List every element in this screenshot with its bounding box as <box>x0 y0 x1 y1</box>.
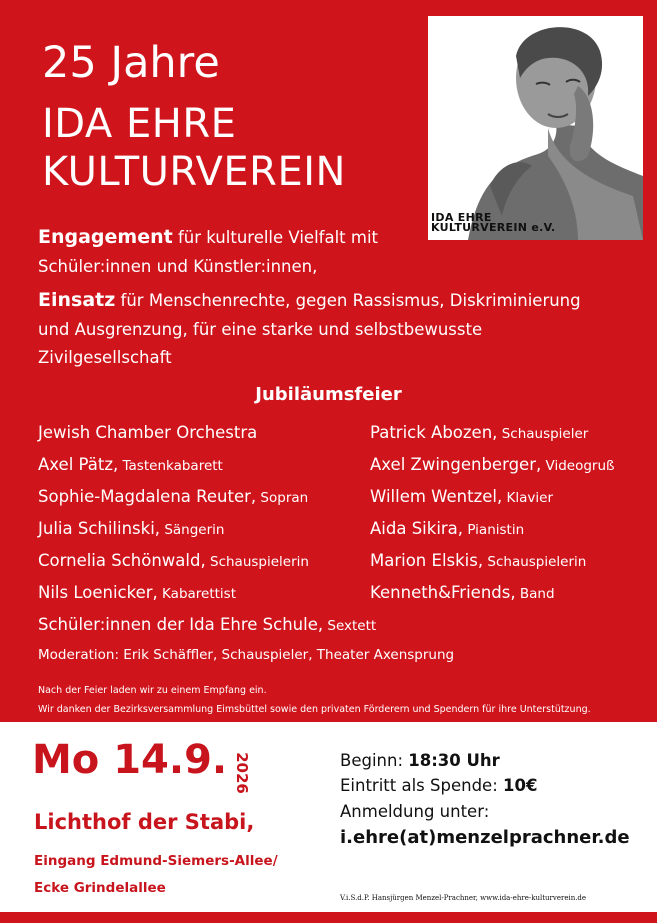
performer-right-6 <box>370 583 555 602</box>
visdp-imprint: V.i.S.d.P. Hansjürgen Menzel-Prachner, www.ida-ehre-kulturverein.de <box>340 894 587 902</box>
performer-name: Marion Elskis, <box>370 551 484 570</box>
performer-role: Tastenkabarett <box>118 458 223 474</box>
performer-name: Sophie-Magdalena Reuter, <box>38 487 257 506</box>
performer-left-3 <box>38 487 308 506</box>
section-heading: Jubiläumsfeier <box>255 384 402 405</box>
einsatz-bold: Einsatz <box>38 289 116 311</box>
venue-address-line2: Ecke Grindelallee <box>34 880 166 896</box>
entry-fee <box>340 776 537 795</box>
performer-role: Pianistin <box>463 522 525 538</box>
performer-right-4 <box>370 519 524 538</box>
performer-name: Cornelia Schönwald, <box>38 551 206 570</box>
performer-role: Videogruß <box>541 458 615 474</box>
title-kulturverein: KULTURVEREIN <box>42 149 346 195</box>
performer-right-2 <box>370 455 615 474</box>
event-venue: Lichthof der Stabi, <box>34 810 255 834</box>
registration-label: Anmeldung unter: <box>340 802 490 821</box>
performer-left-6 <box>38 583 236 602</box>
intro-line2: Schüler:innen und Künstler:innen, <box>38 257 318 276</box>
begin-time <box>340 751 500 770</box>
intro-engagement <box>38 222 378 253</box>
performer-name: Jewish Chamber Orchestra <box>38 423 258 442</box>
performer-role: Sopran <box>256 490 309 506</box>
performer-role: Sängerin <box>160 522 225 538</box>
performer-name: Patrick Abozen, <box>370 423 498 442</box>
engagement-bold: Engagement <box>38 226 173 248</box>
intro-line4: und Ausgrenzung, für eine starke und selbstbewusste <box>38 320 483 339</box>
performer-name: Julia Schilinski, <box>38 519 161 538</box>
reception-note: Nach der Feier laden wir zu einem Empfang ein. <box>38 685 267 696</box>
title-name: IDA EHRE <box>42 101 237 147</box>
registration-email: i.ehre(at)menzelprachner.de <box>340 827 630 848</box>
performer-role: Kabarettist <box>157 586 237 602</box>
performer-role: Schauspielerin <box>483 554 587 570</box>
intro-einsatz <box>38 285 581 316</box>
performer-role: Band <box>515 586 555 602</box>
performer-role: Klavier <box>502 490 554 506</box>
performer-name: Aida Sikira, <box>370 519 464 538</box>
performer-name: Willem Wentzel, <box>370 487 503 506</box>
performer-role: Schauspieler <box>497 426 589 442</box>
performer-left-1 <box>38 423 257 442</box>
logo-text <box>431 213 556 233</box>
performer-left-4 <box>38 519 224 538</box>
intro-line5: Zivilgesellschaft <box>38 348 172 367</box>
logo-line1: IDA EHRE <box>431 211 492 224</box>
performer-name: Axel Zwingenberger, <box>370 455 542 474</box>
event-year <box>230 742 252 806</box>
entry-value: 10€ <box>503 776 538 795</box>
performer-name: Schüler:innen der Ida Ehre Schule, <box>38 615 324 634</box>
performer-role: Sextett <box>323 618 377 634</box>
moderation-line: Moderation: Erik Schäffler, Schauspieler, Theater Axensprung <box>38 647 455 663</box>
performer-right-3 <box>370 487 553 506</box>
performer-left-2 <box>38 455 223 474</box>
engagement-rest: für kulturelle Vielfalt mit <box>172 228 379 247</box>
einsatz-rest: für Menschenrechte, gegen Rassismus, Diskriminierung <box>115 291 581 310</box>
venue-address-line1: Eingang Edmund-Siemers-Allee/ <box>34 853 278 869</box>
event-year-text: 2026 <box>233 752 251 794</box>
thanks-note: Wir danken der Bezirksversammlung Eimsbüttel sowie den privaten Förderern und Spendern für ihre Unterstützung. <box>38 704 591 715</box>
performer-left-5 <box>38 551 309 570</box>
performer-left-7 <box>38 615 376 634</box>
performer-name: Axel Pätz, <box>38 455 119 474</box>
begin-value: 18:30 Uhr <box>408 751 500 770</box>
begin-label: Beginn: <box>340 751 409 770</box>
event-date: Mo 14.9. <box>32 737 228 783</box>
performer-name: Nils Loenicker, <box>38 583 158 602</box>
title-years: 25 Jahre <box>42 38 220 88</box>
performer-right-5 <box>370 551 586 570</box>
entry-label: Eintritt als Spende: <box>340 776 504 795</box>
logo-line2: KULTURVEREIN e.V. <box>431 221 556 234</box>
performer-role: Schauspielerin <box>205 554 309 570</box>
ida-ehre-portrait <box>428 16 643 240</box>
performer-name: Kenneth&Friends, <box>370 583 516 602</box>
footer-strip <box>0 912 657 923</box>
performer-right-1 <box>370 423 588 442</box>
